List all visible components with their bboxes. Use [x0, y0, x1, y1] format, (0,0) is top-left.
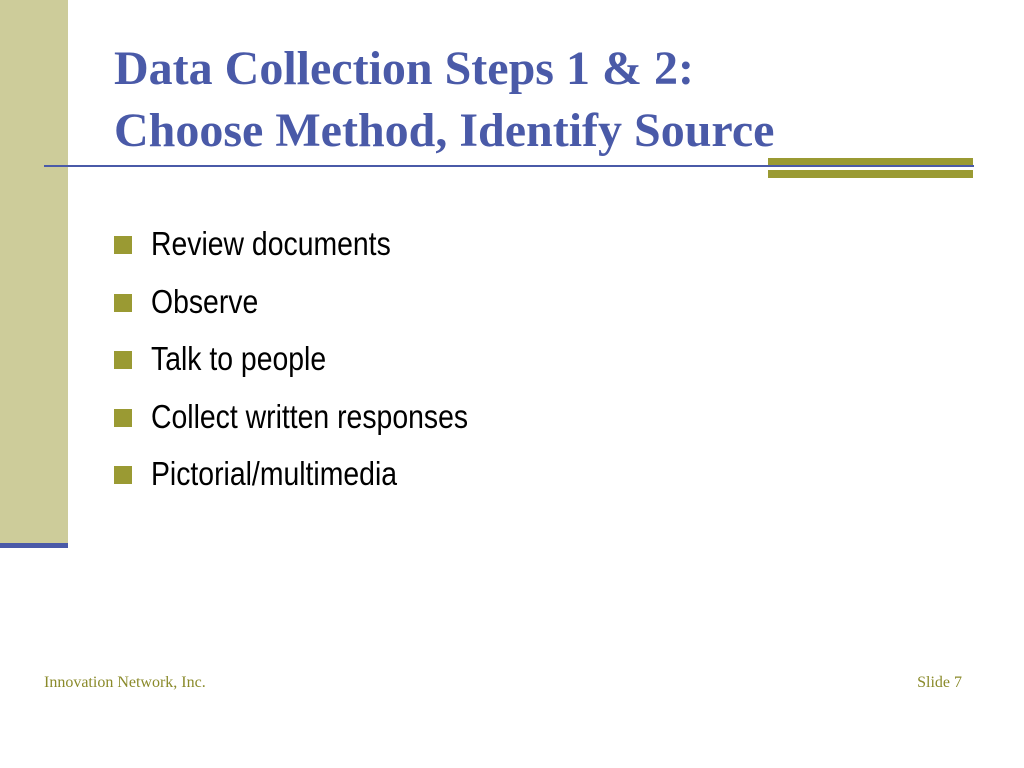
bullet-text: Pictorial/multimedia: [151, 455, 398, 492]
bullet-item: [114, 337, 520, 395]
square-bullet-icon: [114, 409, 132, 427]
bullet-text: Collect written responses: [151, 397, 469, 435]
slide-title-line-2: Choose Method, Identify Source: [114, 104, 775, 157]
square-bullet-icon: [114, 294, 132, 312]
bullet-text: Review documents: [151, 225, 391, 262]
square-bullet-icon: [114, 351, 132, 369]
side-decor-bar: [0, 0, 68, 546]
bullet-item: [114, 280, 520, 338]
title-divider-line: [44, 165, 974, 167]
slide-title: [114, 38, 974, 162]
bullet-text: Observe: [151, 282, 259, 320]
bullet-list: [114, 222, 520, 510]
square-bullet-icon: [114, 466, 132, 484]
bullet-item: [114, 452, 520, 510]
footer-organization: Innovation Network, Inc.: [44, 674, 206, 691]
accent-bar-bottom: [768, 170, 973, 178]
bullet-item: [114, 395, 520, 453]
slide-number: Slide 7: [917, 674, 962, 691]
bullet-item: [114, 222, 520, 280]
side-decor-underline: [0, 543, 68, 548]
bullet-text: Talk to people: [151, 340, 327, 377]
accent-bar-top: [768, 158, 973, 165]
slide-title-line-1: Data Collection Steps 1 & 2:: [114, 42, 694, 95]
square-bullet-icon: [114, 236, 132, 254]
